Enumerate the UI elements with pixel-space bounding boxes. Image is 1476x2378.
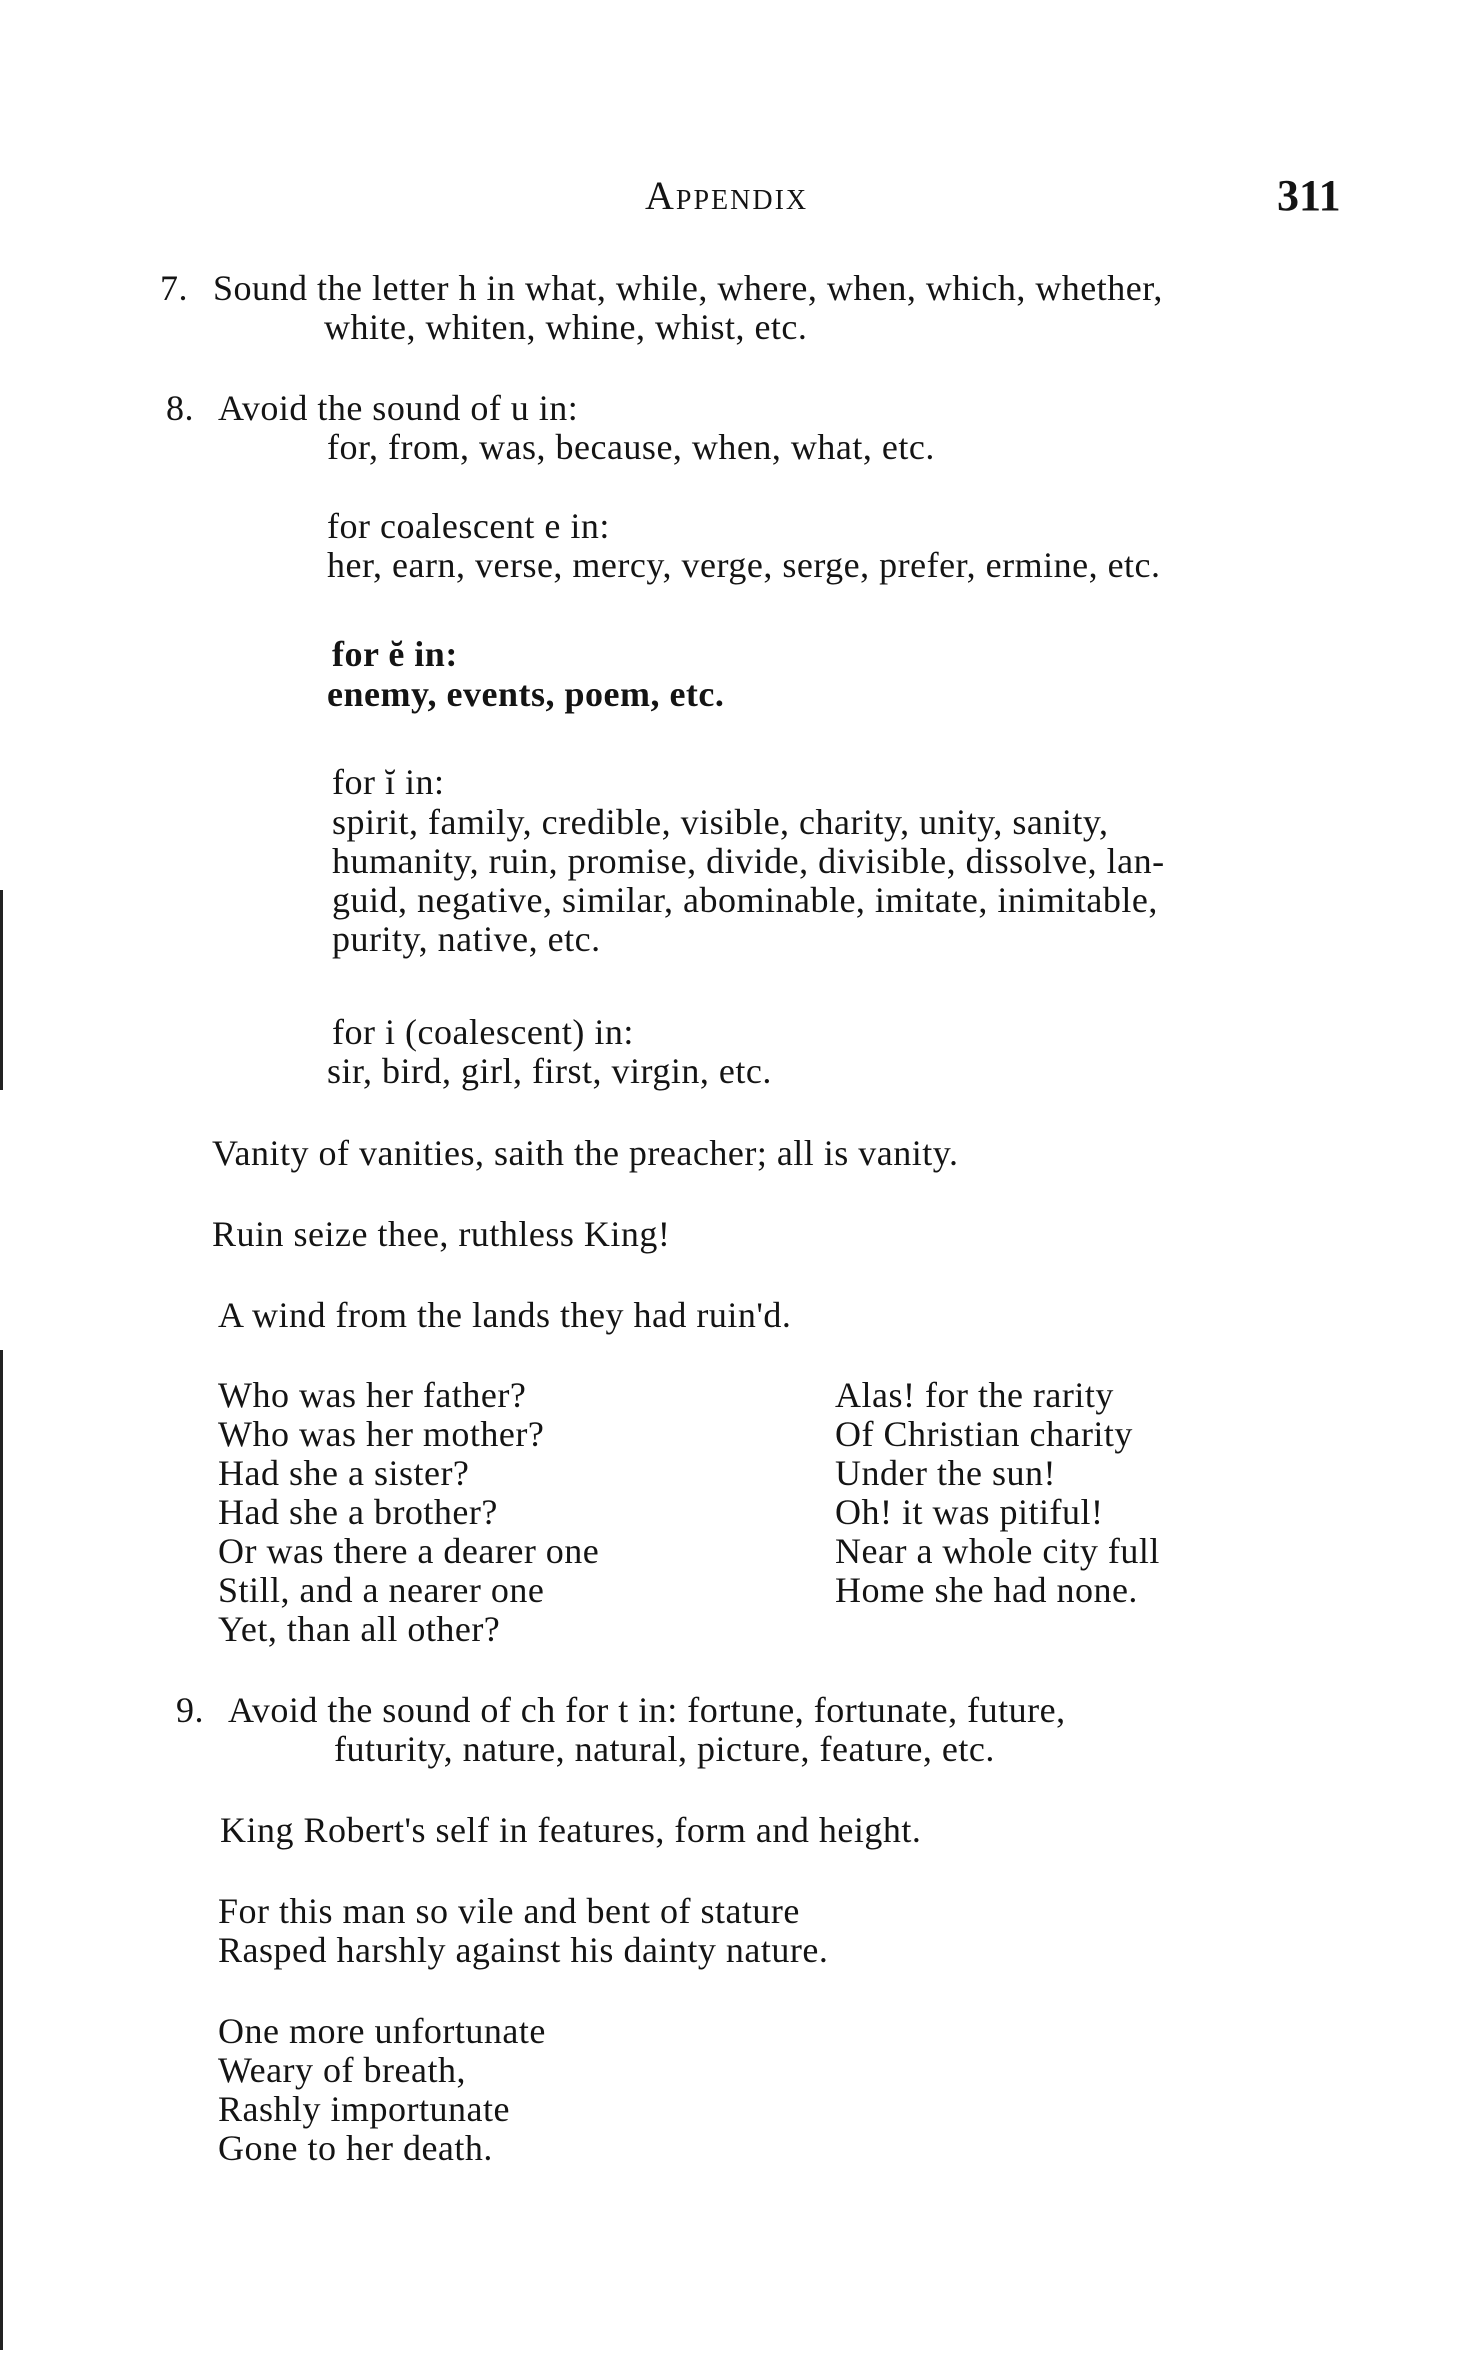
page-number: 311 (1277, 171, 1341, 220)
quote-line: One more unfortunate (218, 2011, 546, 2051)
sub-label: for coalescent e in: (327, 506, 610, 546)
quote-line: Ruin seize thee, ruthless King! (212, 1214, 671, 1254)
sub-label: for ĭ in: (332, 762, 445, 802)
item9-line-2: futurity, nature, natural, picture, feature, etc. (334, 1729, 995, 1769)
quote-line: King Robert's self in features, form and height. (220, 1810, 922, 1850)
sub-label: for ĕ in: (332, 634, 458, 674)
sub-words-line: humanity, ruin, promise, divide, divisible, dissolve, lan- (332, 841, 1165, 881)
item-number: 7. (160, 268, 188, 308)
quote-line: Rashly importunate (218, 2089, 510, 2129)
sub-words-line: spirit, family, credible, visible, charity, unity, sanity, (332, 802, 1109, 842)
item7-line-2: white, whiten, whine, whist, etc. (324, 307, 808, 347)
quote-line: Vanity of vanities, saith the preacher; all is vanity. (212, 1133, 959, 1173)
quote-line: A wind from the lands they had ruin'd. (218, 1295, 792, 1335)
poem-left-line: Had she a sister? (218, 1453, 470, 1493)
poem-left-line: Who was her father? (218, 1375, 527, 1415)
poem-left-line: Who was her mother? (218, 1414, 545, 1454)
poem-right-line: Alas! for the rarity (835, 1375, 1114, 1415)
quote-line: Rasped harshly against his dainty nature. (218, 1930, 829, 1970)
sub-words-line: purity, native, etc. (332, 919, 601, 959)
item8-intro-words: for, from, was, because, when, what, etc. (327, 427, 935, 467)
item-number: 8. (166, 388, 194, 428)
item7-line-1: Sound the letter h in what, while, where, when, which, whether, (213, 268, 1163, 308)
quote-line: For this man so vile and bent of stature (218, 1891, 800, 1931)
poem-left-line: Or was there a dearer one (218, 1531, 600, 1571)
sub-words: enemy, events, poem, etc. (327, 674, 725, 714)
poem-right-line: Home she had none. (835, 1570, 1138, 1610)
poem-left-line: Still, and a nearer one (218, 1570, 545, 1610)
poem-right-line: Oh! it was pitiful! (835, 1492, 1104, 1532)
poem-right-line: Near a whole city full (835, 1531, 1160, 1571)
item-number: 9. (176, 1690, 204, 1730)
quote-line: Gone to her death. (218, 2128, 493, 2168)
scan-edge-line (0, 1350, 3, 2350)
scan-edge-line (0, 890, 3, 1090)
sub-label: for i (coalescent) in: (332, 1012, 634, 1052)
poem-right-line: Under the sun! (835, 1453, 1056, 1493)
sub-words: sir, bird, girl, first, virgin, etc. (327, 1051, 772, 1091)
item9-line-1: Avoid the sound of ch for t in: fortune, fortunate, future, (228, 1690, 1066, 1730)
poem-right-line: Of Christian charity (835, 1414, 1133, 1454)
sub-words: her, earn, verse, mercy, verge, serge, prefer, ermine, etc. (327, 545, 1161, 585)
quote-line: Weary of breath, (218, 2050, 466, 2090)
poem-left-line: Yet, than all other? (218, 1609, 501, 1649)
item8-intro: Avoid the sound of u in: (218, 388, 579, 428)
running-head: Appendix (645, 173, 809, 218)
sub-words-line: guid, negative, similar, abominable, imitate, inimitable, (332, 880, 1158, 920)
poem-left-line: Had she a brother? (218, 1492, 498, 1532)
